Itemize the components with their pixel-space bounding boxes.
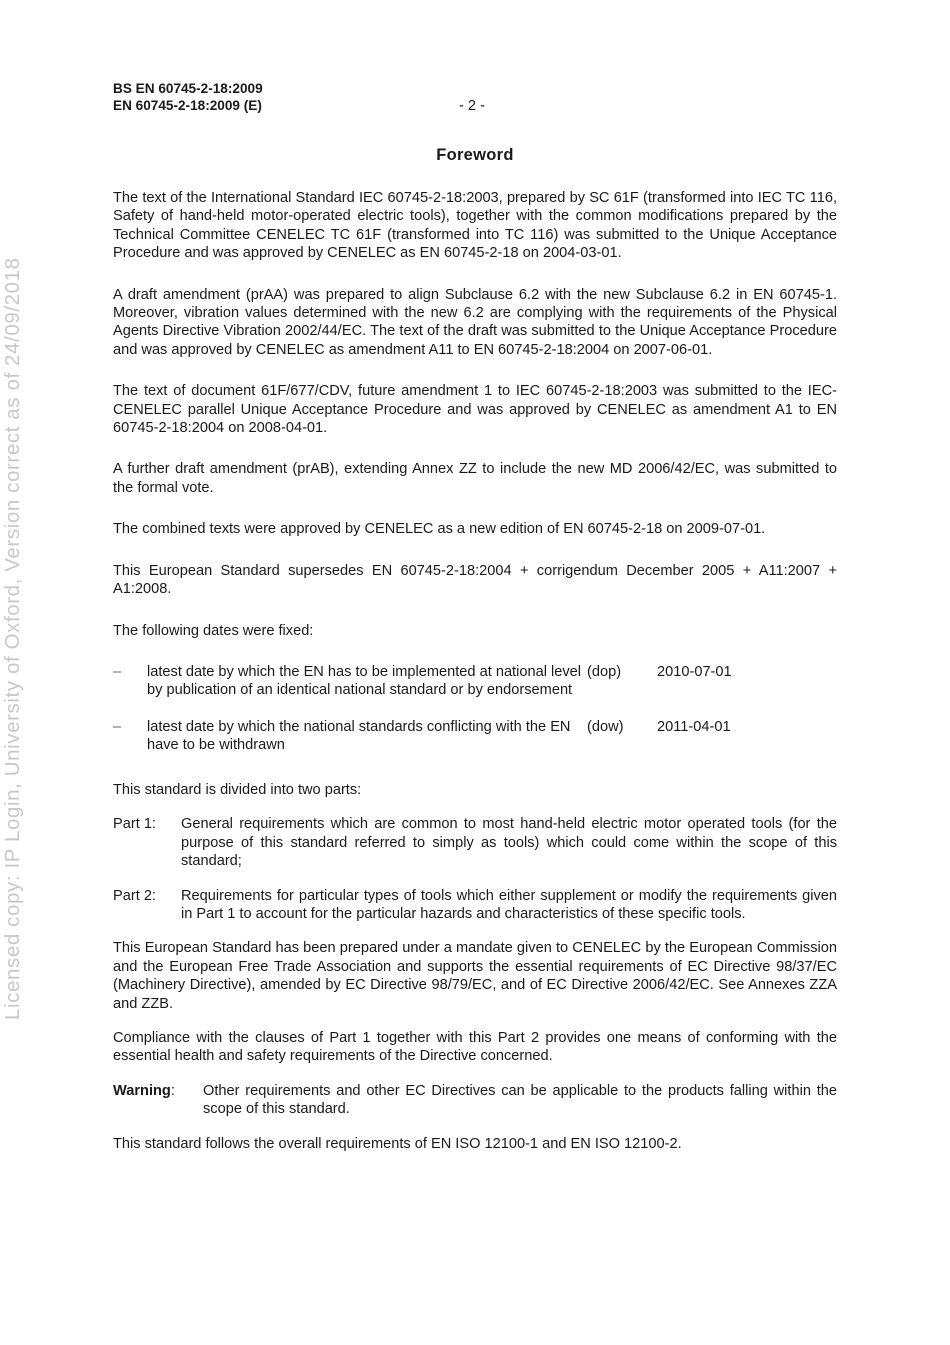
date-row-dow [113,718,837,758]
paragraph-9: This European Standard has been prepared under a mandate given to CENELEC by the European Commission and the European Free Trade Association and supports the essential requirements of EC Directive 98/37/EC (Machinery Directive), amended by EC Directive 98/79/EC, and of EC Directive 2006/42/EC. See Annexes ZZA and ZZB. [113,940,837,1012]
paragraph-3: The text of document 61F/677/CDV, future amendment 1 to IEC 60745-2-18:2003 was submitted to the IEC-CENELEC parallel Unique Acceptance Procedure and was approved by CENELEC as amendment A1 to EN 60745-2-18:2004 on 2008-04-01. [113,383,837,437]
foreword-body [113,189,837,1153]
paragraph-5: The combined texts were approved by CENELEC as a new edition of EN 60745-2-18 on 2009-07-01. [113,521,766,538]
header-bs-number: BS EN 60745-2-18:2009 [113,81,263,96]
dash-bullet: – [113,718,122,735]
warning-note [113,1082,837,1119]
date-description: latest date by which the EN has to be implemented at national level by publication of an identical national standard or by endorsement [147,663,582,699]
date-value: 2010-07-01 [657,663,732,680]
license-watermark: Licensed copy: IP Login, University of Oxford, Version correct as of 24/09/2018 [1,257,24,1020]
page-number: - 2 - [459,98,485,114]
part-description: General requirements which are common to most hand-held electric motor operated tools (for the purpose of this standard referred to simply as tools) which could come within the scope of this standard; [181,816,837,870]
paragraph-4: A further draft amendment (prAB), extending Annex ZZ to include the new MD 2006/42/EC, was submitted to the formal vote. [113,461,837,496]
warning-label-text: Warning [113,1082,171,1099]
page-title: Foreword [436,146,514,164]
paragraph-7: The following dates were fixed: [113,622,314,639]
warning-label [113,1082,175,1100]
paragraph-10: Compliance with the clauses of Part 1 together with this Part 2 provides one means of conforming with the essential health and safety requirements of the Directive concerned. [113,1029,837,1065]
paragraph-1: The text of the International Standard IEC 60745-2-18:2003, prepared by SC 61F (transformed into IEC TC 116, Safety of hand-held motor-operated electric tools), together with the common modifications prepared by the Technical Committee CENELEC TC 61F (transformed into TC 116) was submitted to the Unique Acceptance Procedure and was approved by CENELEC as EN 60745-2-18 on 2004-03-01. [113,190,837,262]
warning-colon: : [170,1082,175,1099]
part-description: Requirements for particular types of tools which either supplement or modify the requirements given in Part 1 to account for the particular hazards and characteristics of these specific tools. [181,887,837,922]
dates-list [113,663,837,758]
part-1-item [113,815,837,870]
dash-bullet: – [113,663,122,680]
warning-text: Other requirements and other EC Directives can be applicable to the products falling within the scope of this standard. [203,1082,837,1118]
document-header [113,80,263,114]
date-abbreviation: (dow) [587,718,624,735]
paragraph-8: This standard is divided into two parts: [113,781,362,798]
paragraph-6: This European Standard supersedes EN 60745-2-18:2004 + corrigendum December 2005 + A11:2007 + A1:2008. [113,562,837,598]
date-row-dop [113,663,837,718]
part-label: Part 1: [113,816,156,833]
header-en-number: EN 60745-2-18:2009 (E) [113,98,262,113]
paragraph-11: This standard follows the overall requirements of EN ISO 12100-1 and EN ISO 12100-2. [113,1135,682,1152]
date-description: latest date by which the national standards conflicting with the EN have to be withdrawn [147,718,571,754]
part-label: Part 2: [113,887,156,904]
date-abbreviation: (dop) [587,663,622,680]
paragraph-2: A draft amendment (prAA) was prepared to align Subclause 6.2 with the new Subclause 6.2 in EN 60745-1. Moreover, vibration values determined with the new 6.2 are complying with the requirements of the Physical Agents Directive Vibration 2002/44/EC. The text of the draft was submitted to the Unique Acceptance Procedure and was approved by CENELEC as amendment A11 to EN 60745-2-18:2004 on 2007-06-01. [113,286,837,358]
date-value: 2011-04-01 [657,718,731,735]
part-2-item [113,887,837,924]
